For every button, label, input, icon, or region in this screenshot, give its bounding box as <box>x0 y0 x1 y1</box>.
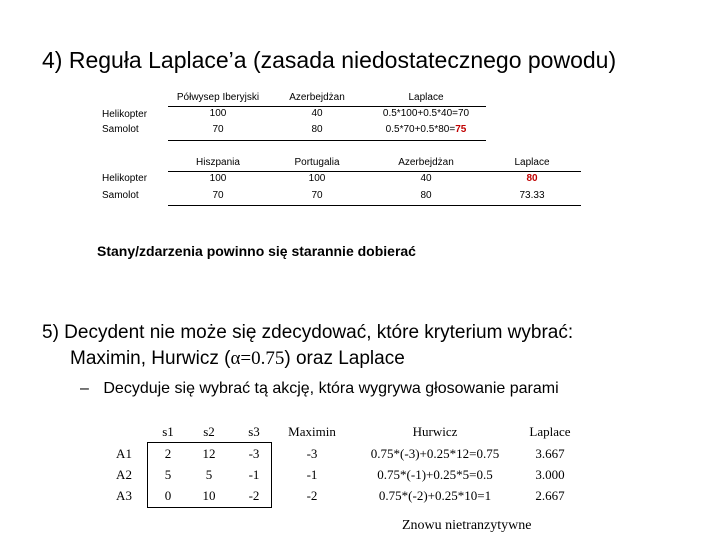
t2-header-azerbaijan: Azerbejdżan <box>398 157 454 168</box>
t2-cell: 73.33 <box>519 190 545 201</box>
t3-right-border <box>271 442 272 508</box>
t1-header-rule <box>168 106 486 107</box>
t2-header-rule <box>168 171 581 172</box>
t2-highlight-value: 80 <box>526 173 538 184</box>
t3-cell: 10 <box>202 488 216 503</box>
t3-cell: 0.75*(-1)+0.25*5=0.5 <box>377 467 493 482</box>
t1-row-label-helikopter: Helikopter <box>102 109 148 120</box>
t1-cell: 0.5*100+0.5*40=70 <box>382 108 470 119</box>
t3-cell: 12 <box>202 446 216 461</box>
t2-cell: 100 <box>209 173 227 184</box>
section-5-heading <box>42 320 573 372</box>
t2-cell: 70 <box>212 190 224 201</box>
bullet-text: Decyduje się wybrać tą akcję, która wygrywa głosowanie parami <box>103 380 559 397</box>
t2-cell: 70 <box>311 190 323 201</box>
t3-cell: -3 <box>306 446 318 461</box>
t2-cell: 40 <box>420 173 432 184</box>
t3-header-hurwicz: Hurwicz <box>412 424 458 439</box>
t3-cell: 3.000 <box>535 467 565 482</box>
t3-cell: 5 <box>205 467 213 482</box>
section-5-line-2 <box>42 346 573 372</box>
t3-cell: 0.75*(-2)+0.25*10=1 <box>378 488 492 503</box>
t1-cell: 70 <box>212 124 224 135</box>
t1-header-azerbaijan: Azerbejdżan <box>289 92 345 103</box>
t1-cell: 40 <box>311 108 323 119</box>
t3-row-label-a3: A3 <box>116 488 132 503</box>
t3-header-s3: s3 <box>248 424 260 439</box>
note-text: Stany/zdarzenia powinno się starannie dobierać <box>97 243 416 259</box>
t2-header-spain: Hiszpania <box>196 157 240 168</box>
section-5-prefix: Maximin, Hurwicz ( <box>70 348 231 369</box>
t3-left-border <box>147 442 148 508</box>
t1-laplace-formula: 0.5*70+0.5*80= <box>385 124 456 135</box>
t3-header-s1: s1 <box>162 424 174 439</box>
t3-top-border <box>147 442 272 443</box>
t3-cell: -1 <box>248 467 260 482</box>
t2-bottom-rule <box>168 205 581 206</box>
t2-cell: 80 <box>420 190 432 201</box>
t2-header-portugal: Portugalia <box>294 157 340 168</box>
t3-cell: 2.667 <box>535 488 565 503</box>
footer-note: Znowu nietranzytywne <box>402 518 532 533</box>
t1-header-laplace: Laplace <box>408 92 444 103</box>
t1-row-label-samolot: Samolot <box>102 124 139 135</box>
t2-row-label-helikopter: Helikopter <box>102 173 148 184</box>
t3-cell: -2 <box>306 488 318 503</box>
dash-bullet-icon: – <box>80 380 89 397</box>
t1-header-iberian: Półwysep Iberyjski <box>176 92 260 103</box>
t2-header-laplace: Laplace <box>514 157 550 168</box>
t3-cell: 2 <box>164 446 172 461</box>
bullet-line <box>80 380 559 398</box>
t3-header-laplace: Laplace <box>529 424 571 439</box>
t3-cell: 0 <box>164 488 172 503</box>
t3-cell: -3 <box>248 446 260 461</box>
t1-bottom-rule <box>168 140 486 141</box>
t1-cell: 100 <box>209 108 227 119</box>
t3-bottom-border <box>147 507 272 508</box>
t1-laplace-samolot <box>386 124 467 135</box>
t3-cell: 3.667 <box>535 446 565 461</box>
t3-cell: -1 <box>306 467 318 482</box>
t3-row-label-a2: A2 <box>116 467 132 482</box>
t3-header-maximin: Maximin <box>288 424 336 439</box>
t1-highlight-value: 75 <box>455 124 467 135</box>
t3-row-label-a1: A1 <box>116 446 132 461</box>
section-5-line-1: 5) Decydent nie może się zdecydować, które kryterium wybrać: <box>42 322 574 343</box>
t3-header-s2: s2 <box>203 424 215 439</box>
slide-title: 4) Reguła Laplace’a (zasada niedostatecznego powodu) <box>42 47 617 73</box>
t1-cell: 80 <box>311 124 323 135</box>
t2-row-label-samolot: Samolot <box>102 190 139 201</box>
section-5-suffix: ) oraz Laplace <box>284 348 405 369</box>
alpha-value: α=0.75 <box>230 348 285 369</box>
t3-cell: -2 <box>248 488 260 503</box>
t2-cell: 100 <box>308 173 326 184</box>
t3-cell: 5 <box>164 467 172 482</box>
t3-cell: 0.75*(-3)+0.25*12=0.75 <box>370 446 500 461</box>
